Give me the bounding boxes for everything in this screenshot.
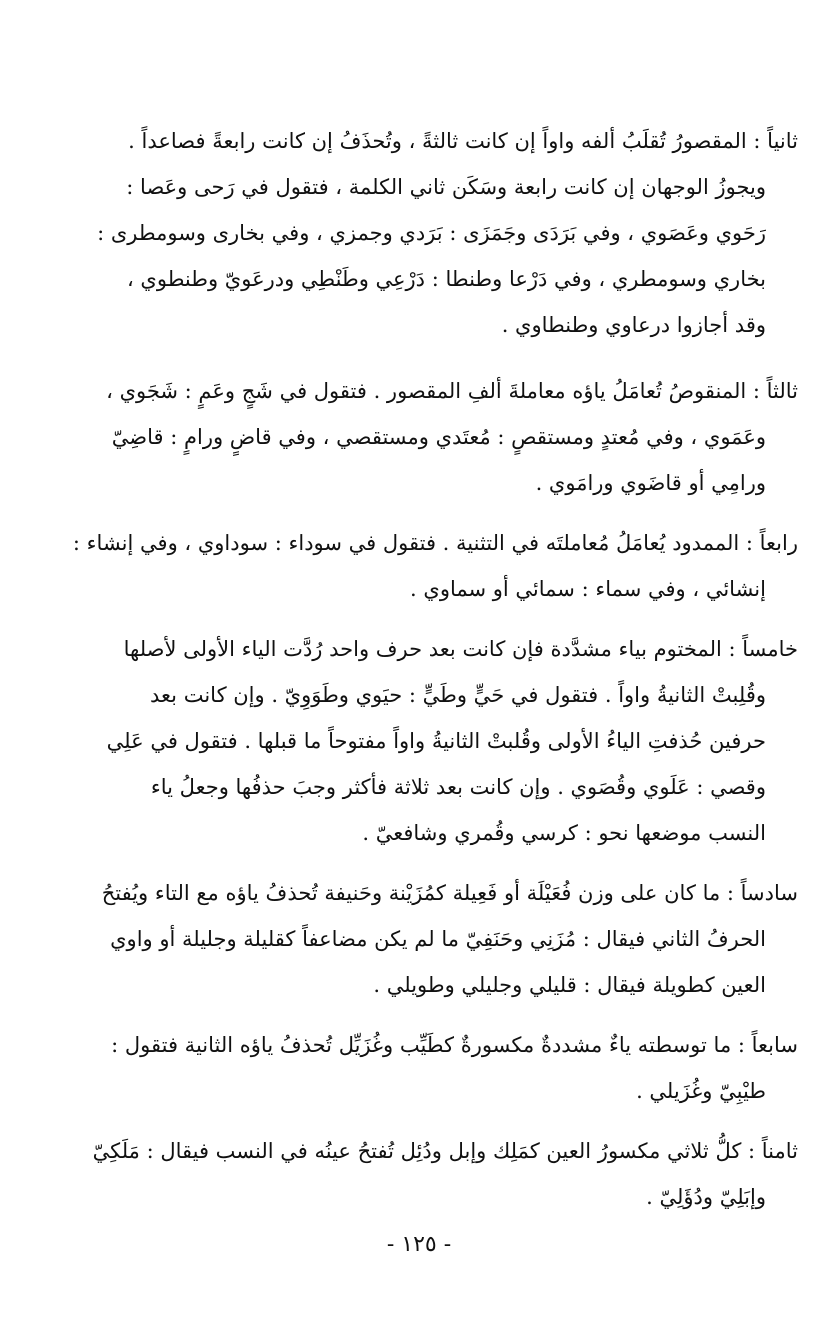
paragraph-seventh <box>40 1022 798 1114</box>
text-line: ثامناً : كلُّ ثلاثي مكسورُ العين كمَلِك وإبل ودُئِل تُفتحُ عينُه في النسب فيقال : مَلَكِيّ <box>92 1139 798 1163</box>
text-line: وقُلِبتْ الثانيةُ واواً . فتقول في حَيٍّ وطَيٍّ : حيَوي وطَوَوِيّ . وإن كانت بعد <box>150 683 766 707</box>
text-line: الحرفُ الثاني فيقال : مُزَنِي وحَنَفِيّ ما لم يكن مضاعفاً كقليلة وجليلة أو واوي <box>110 927 766 951</box>
text-line: بخاري وسومطري ، وفي دَرْعا وطنطا : دَرْعِي وطَنْطِي ودرعَويّ وطنطوي ، <box>126 267 766 291</box>
paragraph-third <box>40 368 798 506</box>
text-line: وقد أجازوا درعاوي وطنطاوي . <box>501 313 766 337</box>
text-line: النسب موضعها نحو : كرسي وقُمري وشافعيّ . <box>362 821 766 845</box>
text-line: سادساً : ما كان على وزن فُعَيْلَة أو فَعِيلة كمُزَيْنة وحَنيفة تُحذفُ ياؤه مع التاء ويُفتحُ <box>101 881 798 905</box>
text-line: العين كطويلة فيقال : قليلي وجليلي وطويلي . <box>373 973 766 997</box>
text-line: رابعاً : الممدود يُعامَلُ مُعاملتَه في التثنية . فتقول في سوداء : سوداوي ، وفي إنشاء : <box>72 531 798 555</box>
text-line: طيْبِيّ وغُزَيلي . <box>636 1079 766 1103</box>
paragraph-fourth <box>40 520 798 612</box>
text-line: ثالثاً : المنقوصُ تُعامَلُ ياؤه معاملةَ ألفِ المقصور . فتقول في شَجٍ وعَمٍ : شَجَوي ، <box>106 379 798 403</box>
paragraph-second <box>40 118 798 348</box>
text-line: وعَمَوي ، وفي مُعتدٍ ومستقصٍ : مُعتَدي ومستقصي ، وفي قاضٍ ورامٍ : قاضِيّ <box>111 425 766 449</box>
text-line: خامساً : المختوم بياء مشدَّدة فإن كانت بعد حرف واحد رُدَّت الياء الأولى لأصلها <box>123 637 798 661</box>
text-line: وإبَلِيّ ودُؤَلِيّ . <box>646 1185 766 1209</box>
text-line: إنشائي ، وفي سماء : سمائي أو سماوي . <box>410 577 766 601</box>
paragraph-sixth <box>40 870 798 1008</box>
text-line: سابعاً : ما توسطته ياءٌ مشددةٌ مكسورةٌ كطَيِّب وغُزَيِّل تُحذفُ ياؤه الثانية فتقول : <box>111 1033 798 1057</box>
page-body <box>40 118 798 1220</box>
paragraph-eighth <box>40 1128 798 1220</box>
text-line: وقصي : عَلَوي وقُصَوي . وإن كانت بعد ثلاثة فأكثر وجبَ حذفُها وجعلُ ياء <box>150 775 766 799</box>
text-line: ورامِي أو قاضَوي ورامَوي . <box>535 471 766 495</box>
page-number: - ١٢٥ - <box>386 1232 452 1257</box>
paragraph-fifth <box>40 626 798 856</box>
text-line: ويجوزُ الوجهان إن كانت رابعة وسَكَن ثاني الكلمة ، فتقول في رَحى وعَصا : <box>126 175 766 199</box>
text-line: حرفين حُذفتِ الياءُ الأولى وقُلبتْ الثانيةُ واواً مفتوحاً ما قبلها . فتقول في عَلِي <box>106 729 766 753</box>
text-line: رَحَوي وعَصَوي ، وفي بَرَدَى وجَمَزَى : بَرَدي وجمزي ، وفي بخارى وسومطرى : <box>97 221 766 245</box>
text-line: ثانياً : المقصورُ تُقلَبُ ألفه واواً إن كانت ثالثةً ، وتُحذَفُ إن كانت رابعةً فصاعداً . <box>128 129 798 153</box>
